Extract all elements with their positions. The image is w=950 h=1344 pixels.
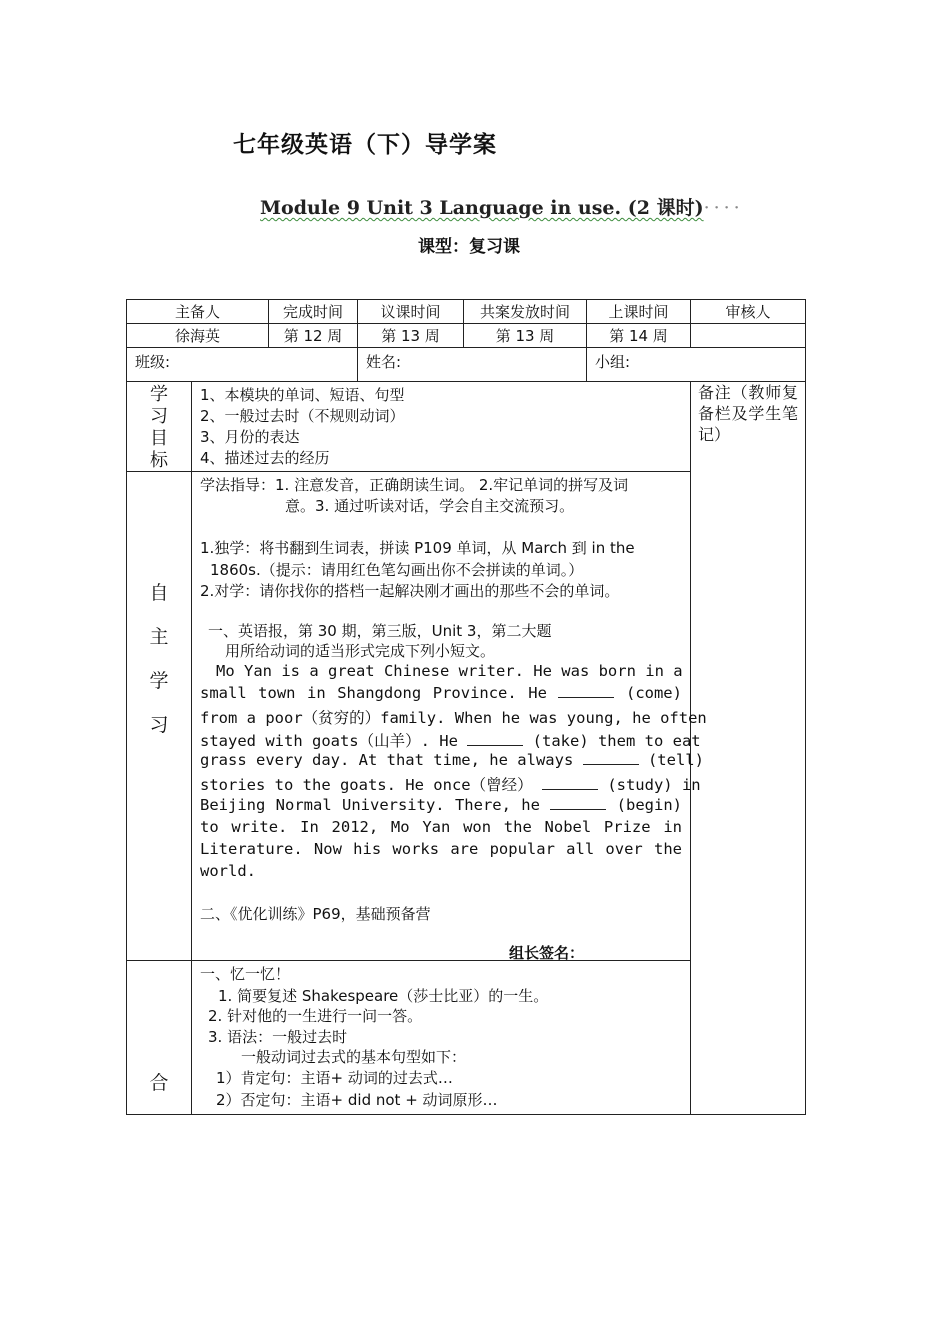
page-title: 七年级英语（下）导学案: [233, 132, 497, 158]
answer-blank[interactable]: [550, 797, 606, 810]
recall-item: 3. 语法：一般过去时: [208, 1028, 348, 1046]
table-line: [126, 347, 806, 348]
recall-heading: 一、忆一忆！: [200, 965, 291, 983]
passage-hint: (tell): [647, 751, 704, 769]
passage-text: grass every day. At that time, he always: [200, 751, 574, 769]
self-study-char: 自: [149, 582, 169, 604]
objectives-section-label: [127, 384, 191, 472]
objective-item: 1、本模块的单词、短语、句型: [200, 386, 405, 404]
study-method-line: 学法指导：1. 注意发音，正确朗读生词。 2.牢记单词的拼写及词: [200, 476, 629, 494]
passage-line: from a poor（贫穷的）family. When he was young, he often: [200, 709, 707, 727]
objective-item: 3、月份的表达: [200, 428, 300, 446]
value-reviewer: [691, 324, 805, 347]
name-field-label: 姓名:: [366, 353, 402, 371]
self-study-char: 习: [149, 714, 169, 736]
passage-hint: (study) in: [607, 776, 701, 794]
subtitle-dots: ····: [703, 197, 744, 219]
recall-item: 1. 简要复述 Shakespeare（莎士比亚）的一生。: [218, 987, 549, 1005]
objectives-char: 目: [150, 428, 168, 449]
passage-hint: (take) them to eat: [532, 732, 701, 750]
value-class-time: 第 14 周: [609, 327, 668, 345]
passage-line: Literature. Now his works are popular all over the: [200, 840, 682, 858]
table-line: [126, 960, 691, 961]
passage-line: [200, 729, 701, 751]
header-discussion-time: 议课时间: [380, 303, 441, 321]
header-distribution-time: 共案发放时间: [479, 303, 570, 321]
passage-text: stories to the goats. He once（曾经）: [200, 776, 533, 794]
cooperation-section-label: 合: [149, 1072, 169, 1094]
self-study-char: 学: [149, 670, 169, 692]
module-subtitle: [260, 193, 744, 220]
exercise2-title: 二、《优化训练》P69，基础预备营: [200, 905, 431, 923]
answer-blank[interactable]: [542, 777, 598, 790]
objective-item: 4、描述过去的经历: [200, 449, 330, 467]
header-reviewer: 审核人: [725, 303, 771, 321]
grammar-pattern: 2）否定句：主语+ did not + 动词原形…: [216, 1091, 498, 1109]
value-completion-time: 第 12 周: [283, 327, 343, 345]
table-line: [191, 381, 192, 1114]
self-study-char: 主: [149, 626, 169, 648]
passage-hint: (begin): [616, 796, 682, 814]
step1-line: 1.独学：将书翻到生词表，拼读 P109 单词，从 March 到 in the: [200, 539, 635, 557]
group-leader-signature: 组长签名：: [509, 944, 585, 962]
subtitle-text: Module 9 Unit 3 Language in use. (2 课时): [260, 197, 704, 219]
grammar-pattern-intro: 一般动词过去式的基本句型如下：: [241, 1048, 467, 1066]
exercise1-instruction: 用所给动词的适当形式完成下列小短文。: [225, 642, 496, 660]
table-line: [126, 471, 691, 472]
header-completion-time: 完成时间: [282, 303, 343, 321]
step2-line: 2.对学：请你找你的搭档一起解决刚才画出的那些不会的单词。: [200, 582, 620, 600]
passage-line: [200, 684, 682, 702]
answer-blank[interactable]: [583, 752, 639, 765]
header-lead-preparer: 主备人: [174, 303, 220, 321]
step1-line: 1860s.（提示：请用红色笔勾画出你不会拼读的单词。）: [210, 561, 584, 579]
passage-hint: (come): [625, 684, 682, 702]
grammar-pattern: 1）肯定句：主语+ 动词的过去式…: [216, 1069, 453, 1087]
answer-blank[interactable]: [558, 685, 614, 698]
recall-item: 2. 针对他的一生进行一问一答。: [208, 1007, 423, 1025]
passage-line: [200, 751, 704, 769]
group-field-label: 小组:: [595, 353, 631, 371]
passage-text: small town in Shangdong Province. He: [200, 684, 547, 702]
passage-line: [200, 796, 682, 814]
lesson-type: 课型：复习课: [418, 237, 520, 257]
table-line: [126, 1114, 806, 1115]
passage-line: Mo Yan is a great Chinese writer. He was born in a: [216, 662, 683, 680]
exercise1-title: 一、英语报，第 30 期，第三版，Unit 3，第二大题: [208, 622, 552, 640]
table-line: [805, 299, 806, 1114]
value-discussion-time: 第 13 周: [381, 327, 440, 345]
header-class-time: 上课时间: [608, 303, 669, 321]
teacher-notes-label: 备注（教师复备栏及学生笔记）: [698, 383, 798, 444]
objectives-char: 习: [150, 406, 168, 427]
answer-blank[interactable]: [467, 733, 523, 746]
passage-line: world.: [200, 862, 256, 880]
study-method-line: 意。3. 通过听读对话，学会自主交流预习。: [285, 497, 575, 515]
value-distribution-time: 第 13 周: [495, 327, 555, 345]
objectives-char: 标: [150, 450, 168, 471]
objective-item: 2、一般过去时（不规则动词）: [200, 407, 405, 425]
value-lead-preparer: 徐海英: [174, 327, 220, 345]
passage-text: stayed with goats（山羊）. He: [200, 732, 458, 750]
passage-line: to write. In 2012, Mo Yan won the Nobel Prize in: [200, 818, 682, 836]
class-field-label: 班级:: [135, 353, 171, 371]
self-study-section-label: [127, 582, 191, 758]
objectives-char: 学: [150, 384, 168, 405]
passage-line: [200, 773, 701, 795]
passage-text: Beijing Normal University. There, he: [200, 796, 540, 814]
